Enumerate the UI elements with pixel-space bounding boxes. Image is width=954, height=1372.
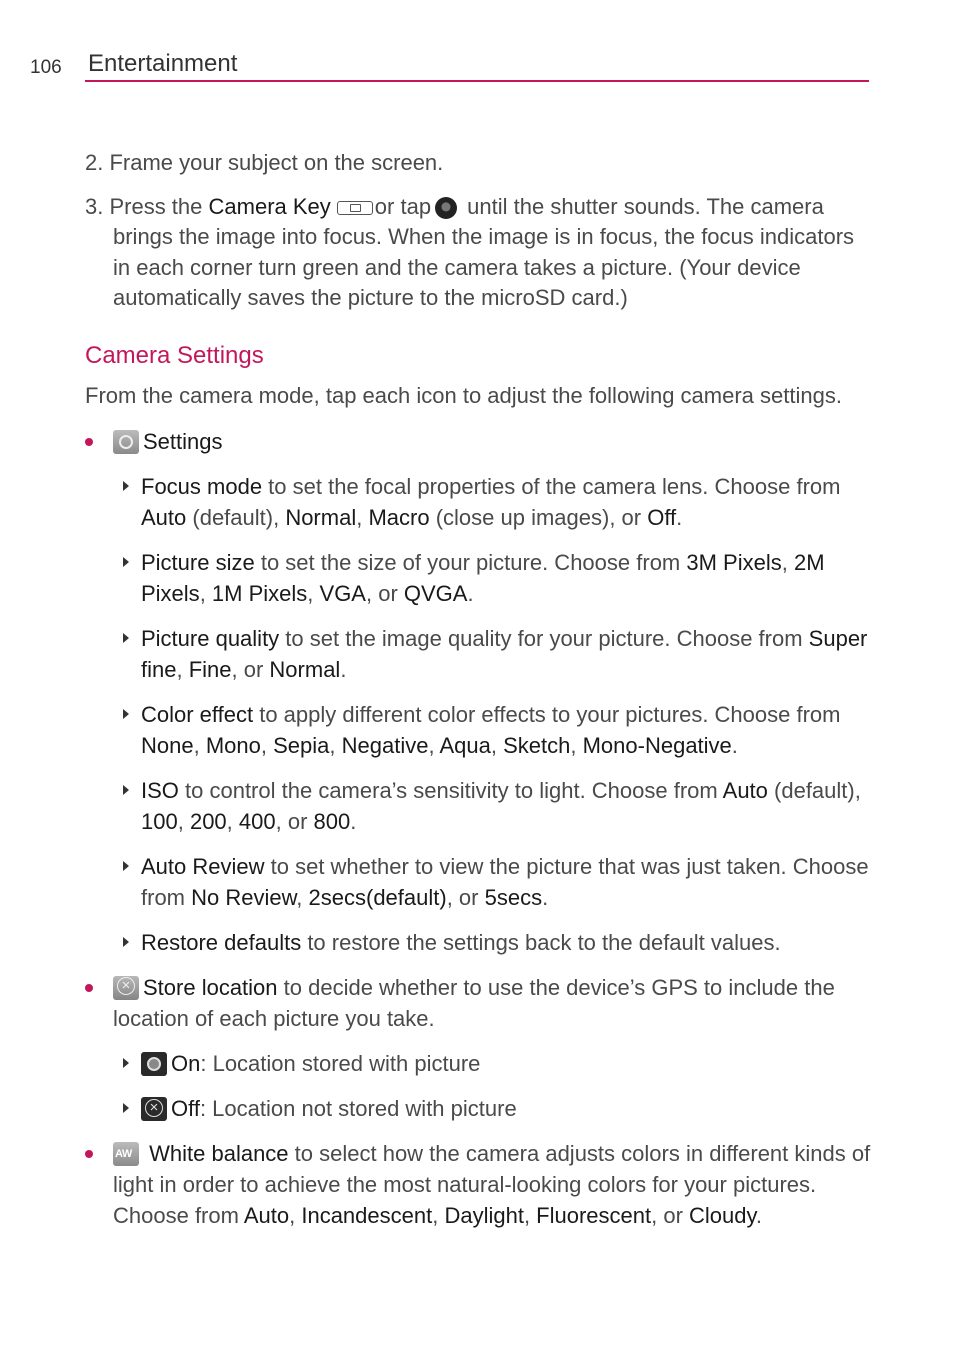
option-term: Auto Review <box>141 853 265 879</box>
option-term: Fine <box>188 656 232 682</box>
text-run: . <box>676 504 683 530</box>
text-run: , <box>490 732 504 758</box>
text-run: to set whether to view the picture that was just taken. Choose from <box>141 853 869 910</box>
option-term: Color effect <box>141 701 254 727</box>
option-term: Super fine <box>141 625 868 682</box>
text-run: , or <box>365 580 404 606</box>
option-term: 2secs(default) <box>308 884 447 910</box>
option-term: Normal <box>269 656 341 682</box>
option-term: 400 <box>238 808 276 834</box>
option-term: Sketch <box>503 732 571 758</box>
text-run: , <box>296 884 309 910</box>
option-term: None <box>141 732 194 758</box>
option-term: 5secs <box>484 884 543 910</box>
settings-item <box>85 699 875 761</box>
option-term: VGA <box>319 580 366 606</box>
page-number: 106 <box>30 57 62 78</box>
settings-item <box>85 623 875 685</box>
location-option-on <box>85 1048 875 1079</box>
chapter-title: Entertainment <box>88 50 238 77</box>
text-run: , <box>356 504 369 530</box>
text-run: , <box>176 656 189 682</box>
camera-key-label: Camera Key <box>208 193 331 219</box>
text-run: . <box>542 884 549 910</box>
text-run: , <box>570 732 583 758</box>
text-run: , <box>177 808 190 834</box>
white-balance-icon <box>113 1142 139 1166</box>
text-run: , <box>329 732 342 758</box>
location-off-label: Off <box>171 1095 200 1121</box>
text-run: , or <box>651 1202 690 1228</box>
text-run: to restore the settings back to the default values. <box>301 929 781 955</box>
text-run: to control the camera’s sensitivity to light. Choose from <box>178 777 723 803</box>
option-term: 800 <box>313 808 351 834</box>
page-content <box>85 148 875 1231</box>
section-intro: From the camera mode, tap each icon to adjust the following camera settings. <box>85 382 842 408</box>
option-term: Auto <box>722 777 768 803</box>
settings-item <box>85 775 875 837</box>
option-term: QVGA <box>403 580 468 606</box>
text-run: . <box>350 808 357 834</box>
step-3-rest: until the shutter sounds. The camera brings the image into focus. When the image is in focus, the focus indicators in each corner turn green and the camera takes a picture. (Your device automatically saves the picture to the microSD card.) <box>113 193 855 310</box>
settings-item <box>85 851 875 913</box>
settings-label: Settings <box>143 428 223 454</box>
text-run: . <box>755 1202 763 1228</box>
option-term: Focus mode <box>141 473 263 499</box>
option-term: Off <box>647 504 677 530</box>
option-term: Aqua <box>439 732 491 758</box>
location-on-icon <box>141 1052 167 1076</box>
option-term: White balance <box>149 1140 289 1166</box>
text-run: to set the focal properties of the camera lens. Choose from <box>262 473 841 499</box>
settings-item <box>85 547 875 609</box>
option-term: 1M Pixels <box>211 580 308 606</box>
option-term: Restore defaults <box>141 929 302 955</box>
text-run: . <box>340 656 347 682</box>
location-option-off <box>85 1093 875 1124</box>
settings-icon <box>113 430 139 454</box>
option-term: Normal <box>285 504 357 530</box>
step-3-prefix: 3. Press the <box>85 193 209 219</box>
location-on-text: : Location stored with picture <box>200 1050 481 1076</box>
option-term: Cloudy <box>689 1202 756 1228</box>
settings-item <box>85 927 875 958</box>
option-term: 2M Pixels <box>141 549 825 606</box>
bullet-settings <box>85 426 875 457</box>
option-term: Picture size <box>141 549 255 575</box>
text-run: , or <box>275 808 314 834</box>
step-3-or-tap: or tap <box>374 193 432 219</box>
settings-item <box>85 471 875 533</box>
option-term: ISO <box>141 777 179 803</box>
option-term: Mono-Negative <box>582 732 732 758</box>
text-run: (close up images), or <box>429 504 648 530</box>
text-run: to apply different color effects to your pictures. Choose from <box>253 701 841 727</box>
text-run: , <box>289 1202 302 1228</box>
text-run: , <box>432 1202 445 1228</box>
text-run: . <box>467 580 474 606</box>
text-run: to set the image quality for your picture. Choose from <box>279 625 809 651</box>
location-on-label: On <box>171 1050 201 1076</box>
step-2: 2. Frame your subject on the screen. <box>85 150 444 175</box>
text-run: , <box>199 580 212 606</box>
text-run: . <box>731 732 738 758</box>
store-location-label: Store location <box>143 974 278 1000</box>
text-run: , <box>307 580 320 606</box>
text-run: (default), <box>767 777 861 803</box>
option-term: Auto <box>243 1202 290 1228</box>
bullet-white-balance <box>85 1138 875 1231</box>
text-run: , <box>260 732 274 758</box>
text-run: , or <box>231 656 270 682</box>
section-title: Camera Settings <box>85 341 264 369</box>
option-term: 3M Pixels <box>686 549 782 575</box>
option-term: Daylight <box>444 1202 524 1228</box>
option-term: Negative <box>341 732 429 758</box>
text-run: , <box>193 732 206 758</box>
shutter-icon <box>435 197 457 219</box>
step-3 <box>85 192 875 314</box>
option-term: 100 <box>141 808 178 834</box>
settings-items <box>85 471 875 958</box>
text-run: , <box>428 732 440 758</box>
option-term: Fluorescent <box>536 1202 652 1228</box>
text-run: to set the size of your picture. Choose from <box>254 549 687 575</box>
text-run: , <box>226 808 239 834</box>
option-term: Macro <box>368 504 430 530</box>
store-location-text: to decide whether to use the device’s GPS to include the location of each picture you take. <box>113 974 835 1031</box>
text-run: (default), <box>186 504 286 530</box>
camera-key-icon <box>337 201 373 215</box>
bullet-store-location <box>85 972 875 1034</box>
text-run: , <box>523 1202 537 1228</box>
text-run: , <box>781 549 794 575</box>
text-run: to select how the camera adjusts colors in different kinds of light in order to achieve the most natural-looking colors for your pictures. Choose from <box>113 1140 871 1228</box>
option-term: Mono <box>205 732 261 758</box>
option-term: 200 <box>189 808 227 834</box>
option-term: No Review <box>191 884 297 910</box>
option-term: Incandescent <box>301 1202 433 1228</box>
text-run: , or <box>446 884 485 910</box>
location-icon <box>113 976 139 1000</box>
location-off-text: : Location not stored with picture <box>199 1095 517 1121</box>
location-off-icon <box>141 1097 167 1121</box>
option-term: Sepia <box>273 732 330 758</box>
option-term: Picture quality <box>141 625 280 651</box>
option-term: Auto <box>141 504 187 530</box>
header-rule <box>85 80 869 82</box>
